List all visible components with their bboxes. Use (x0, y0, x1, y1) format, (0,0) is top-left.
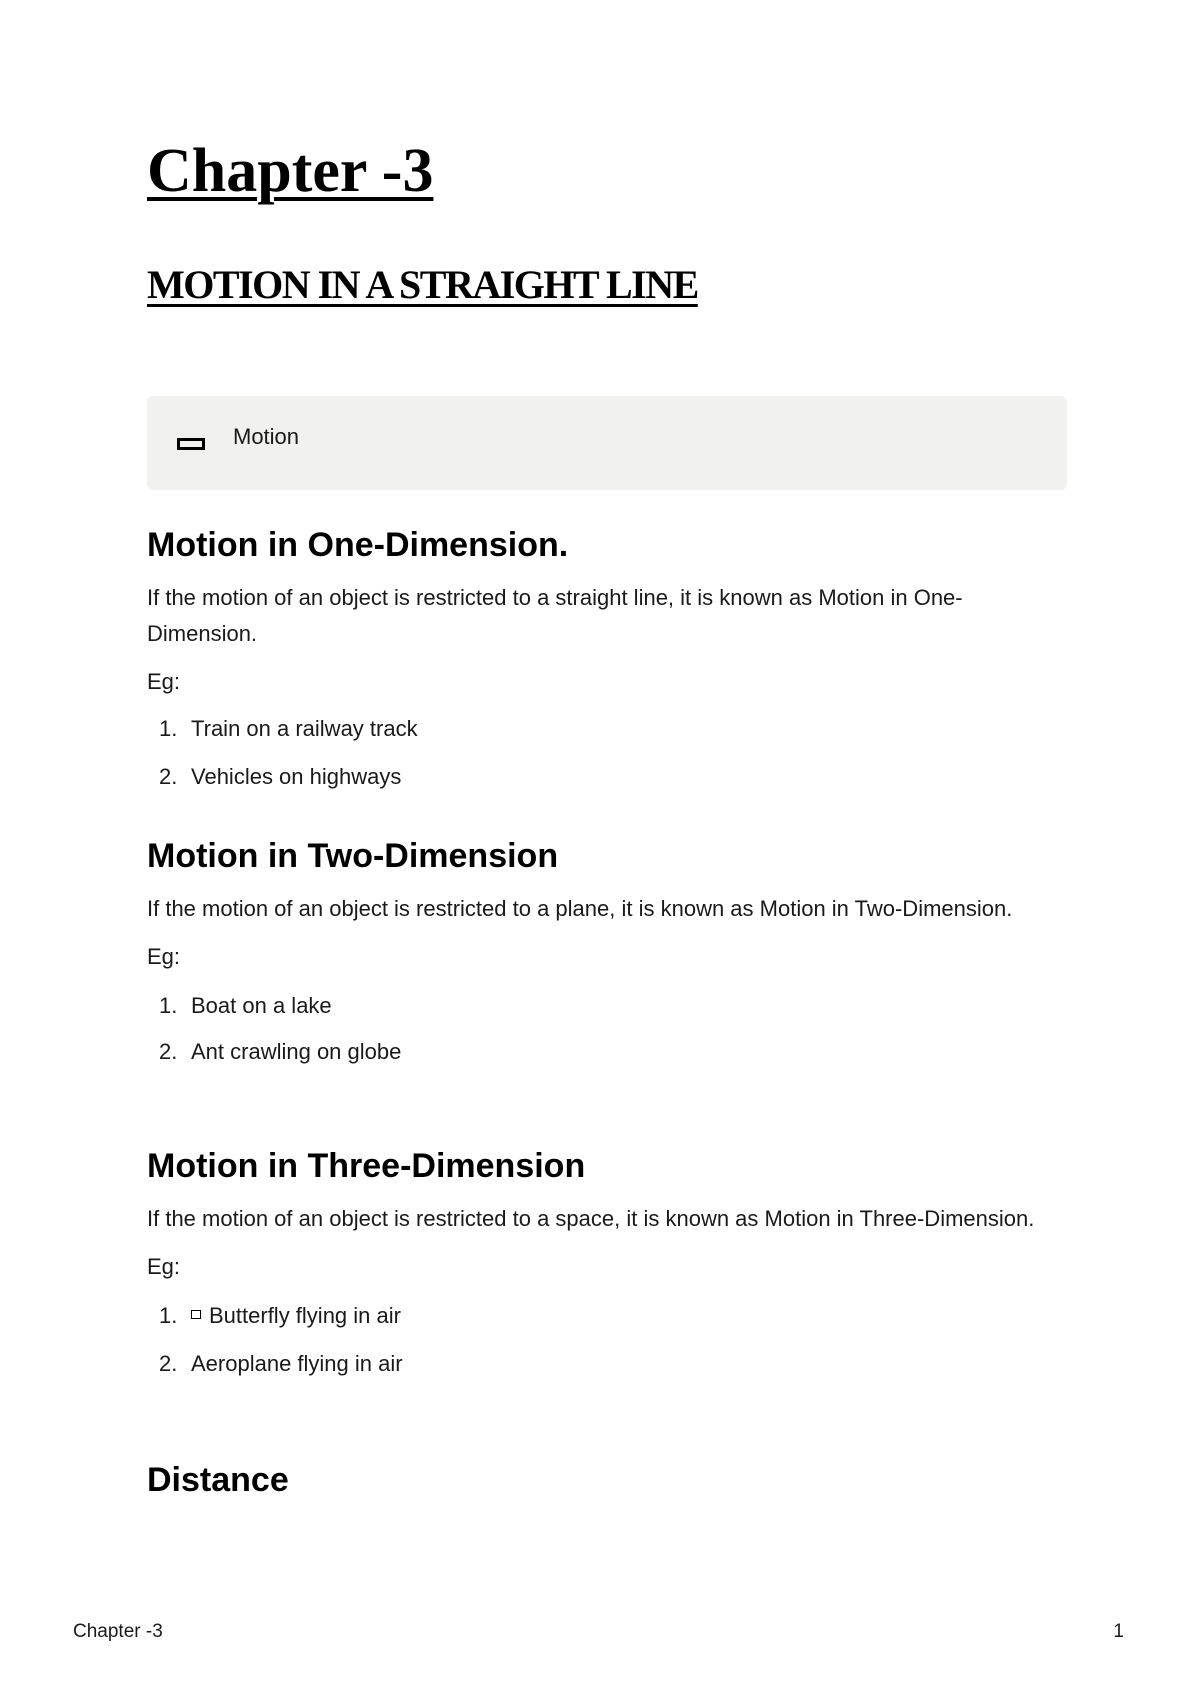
list-number: 2. (159, 1351, 178, 1376)
list-item (147, 1305, 1067, 1327)
list-item-text: Boat on a lake (191, 993, 332, 1018)
section-heading: Motion in One-Dimension. (147, 526, 569, 564)
section-two-dimension (147, 839, 1067, 1063)
list-item-text: Ant crawling on globe (191, 1039, 402, 1064)
section-one-dimension (147, 528, 1067, 788)
chapter-title: Chapter -3 (147, 137, 434, 205)
list-item-text: Butterfly flying in air (209, 1303, 401, 1328)
section-description: If the motion of an object is restricted to a space, it is known as Motion in Three-Dimension. (147, 1206, 1035, 1231)
chapter-subtitle: MOTION IN A STRAIGHT LINE (147, 262, 698, 307)
list-number: 2. (159, 1039, 178, 1064)
section-description: If the motion of an object is restricted to a straight line, it is known as Motion in One-Dimension. (147, 585, 963, 646)
section-three-dimension (147, 1149, 1067, 1375)
list-item-text: Vehicles on highways (191, 764, 402, 789)
page-link-icon (177, 438, 205, 450)
eg-label: Eg: (147, 669, 181, 694)
list-number: 2. (159, 764, 178, 789)
section-heading: Distance (147, 1461, 289, 1499)
list-number: 1. (159, 1303, 178, 1328)
eg-label: Eg: (147, 1254, 181, 1279)
eg-label: Eg: (147, 944, 181, 969)
list-number: 1. (159, 993, 178, 1018)
list-item (147, 1041, 1067, 1063)
example-list (147, 718, 1067, 788)
list-item (147, 1353, 1067, 1375)
list-item (147, 995, 1067, 1017)
section-distance (147, 1463, 1067, 1497)
section-heading: Motion in Two-Dimension (147, 837, 559, 875)
list-item-text: Train on a railway track (191, 716, 418, 741)
list-number: 1. (159, 716, 178, 741)
section-description: If the motion of an object is restricted to a plane, it is known as Motion in Two-Dimension. (147, 896, 1013, 921)
list-item (147, 718, 1067, 740)
example-list (147, 995, 1067, 1063)
footer-page-number: 1 (1113, 1621, 1124, 1642)
placeholder-box-icon (191, 1310, 201, 1319)
callout-text: Motion (233, 424, 300, 449)
example-list (147, 1305, 1067, 1375)
list-item-text: Aeroplane flying in air (191, 1351, 403, 1376)
section-heading: Motion in Three-Dimension (147, 1147, 586, 1185)
motion-callout-block[interactable] (147, 396, 1067, 490)
list-item (147, 766, 1067, 788)
footer-chapter-label: Chapter -3 (73, 1621, 163, 1642)
